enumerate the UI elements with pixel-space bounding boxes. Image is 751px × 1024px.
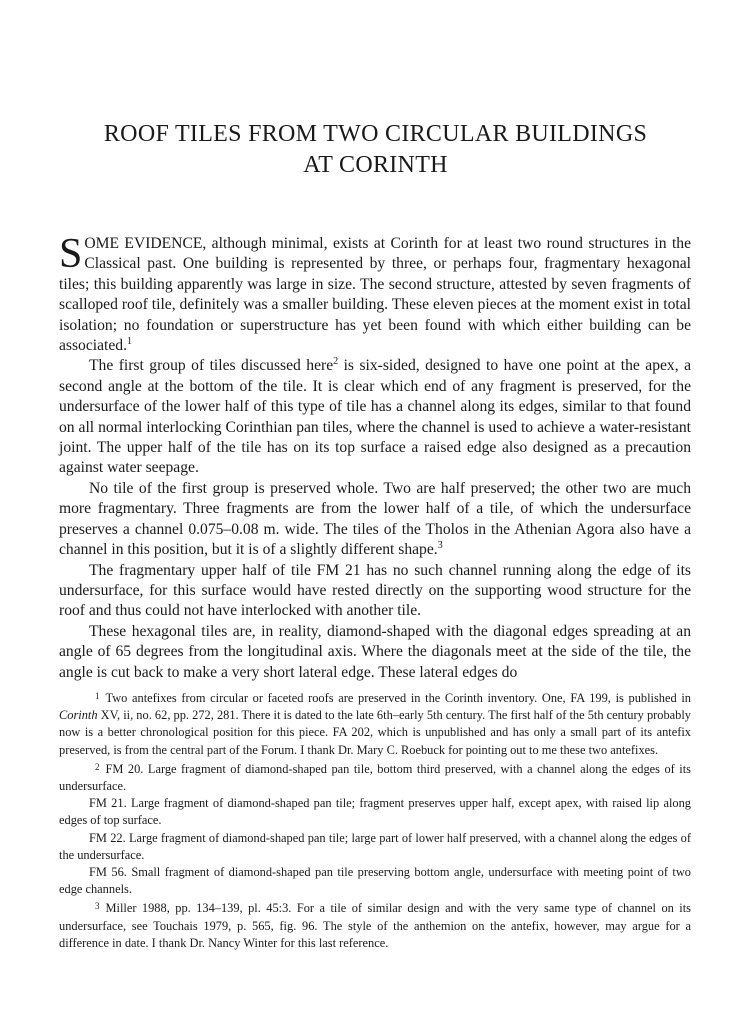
footnote-ref-2: 2 [333,356,339,368]
title-line-1: ROOF TILES FROM TWO CIRCULAR BUILDINGS [103,121,648,147]
footnote-1 [59,688,691,759]
footnote-2-fm20: FM 20. Large fragment of diamond-shaped pan tile, bottom third preserved, with a channel along the edges of its undersurface. [59,761,691,794]
title-line-2: AT CORINTH [303,152,448,178]
footnote-2-fm22: FM 22. Large fragment of diamond-shaped pan tile; large part of lower half preserved, with a channel along the edges of the undersurface. [59,830,691,862]
footnote-1-text-b: XV, ii, no. 62, pp. 272, 281. There it is dated to the late 6th–early 5th century. The first half of the 5th century probably now is a better chronological position for this piece. FA 202, which is unpublished and has only a small part of its antefix preserved, is from the central part of the Forum. I thank Dr. Mary C. Roebuck for pointing out to me these two antefixes. [59,708,691,757]
footnotes [59,688,691,952]
paragraph-5: These hexagonal tiles are, in reality, diamond-shaped with the diagonal edges spreading at an angle of 65 degrees from the longitudinal axis. Where the diagonals meet at the side of the tile, the angle is cut back to make a very short lateral edge. These lateral edges do [59,622,691,681]
footnote-ref-3: 3 [437,539,443,551]
paragraph-1 [59,231,692,356]
paragraph-3 [59,479,691,561]
footnote-2-fm21: FM 21. Large fragment of diamond-shaped pan tile; fragment preserves upper half, except apex, with raised lip along edges of top surface. [59,796,691,828]
paragraph-4: The fragmentary upper half of tile FM 21 has no such channel running along the edge of its undersurface, for this surface would have rested directly on the supporting wood structure for the roof and thus could not have interlocked with another tile. [59,561,691,620]
footnote-1-number: 1 [95,691,100,701]
paragraph-2-text-b: is six-sided, designed to have one point at the apex, a second angle at the bottom of the tile. It is clear which end of any fragment is preserved, for the undersurface of the lower half of this type of tile has a channel along its edges, similar to that found on all normal interlocking Corinthian pan tiles, where the channel is used to achieve a water-resistant joint. The upper half of the tile has on its top surface a raised edge also designed as a precaution against water seepage. [59,357,691,477]
footnote-2-fm56: FM 56. Small fragment of diamond-shaped pan tile preserving bottom angle, undersurface with meeting point of two edge channels. [59,865,691,897]
paragraph-1-text: although minimal, exists at Corinth for at least two round structures in the Classical past. One building is represented by three, or perhaps four, fragmentary hexagonal tiles; this building apparently was large in size. The second structure, attested by seven fragments of scalloped roof tile, definitely was a smaller building. These eleven pieces at the moment exist in total isolation; no foundation or superstructure has yet been found with which either building can be associated. [59,235,692,355]
paragraph-2-text-a: The first group of tiles discussed here [89,357,334,375]
paragraph-2 [59,356,691,478]
footnote-1-text-a: Two antefixes from circular or faceted roofs are preserved in the Corinth inventory. One, FA 199, is published in [105,691,691,705]
footnote-2 [59,759,691,795]
page-title [40,119,711,181]
footnote-2-number: 2 [95,761,100,772]
body-text [59,231,692,683]
footnote-1-italic: Corinth [59,708,98,723]
footnote-3-number: 3 [95,901,100,912]
footnote-3 [59,898,691,952]
footnote-3-text: Miller 1988, pp. 134–139, pl. 45:3. For a tile of similar design and with the very same type of channel on its undersurface, see Touchais 1979, p. 565, fig. 96. The style of the anthemion on the antefix, however, may argue for a difference in date. I thank Dr. Nancy Winter for this last reference. [59,901,691,950]
footnote-ref-1: 1 [126,335,132,347]
paragraph-3-text: No tile of the first group is preserved whole. Two are half preserved; the other two are much more fragmentary. Three fragments are from the lower half of a tile, of which the undersurface preserves a channel 0.075–0.08 m. wide. The tiles of the Tholos in the Athenian Agora also have a channel in this position, but it is of a slightly different shape. [59,479,691,559]
lead-in: OME EVIDENCE, [84,235,207,252]
drop-cap: S [59,231,83,277]
